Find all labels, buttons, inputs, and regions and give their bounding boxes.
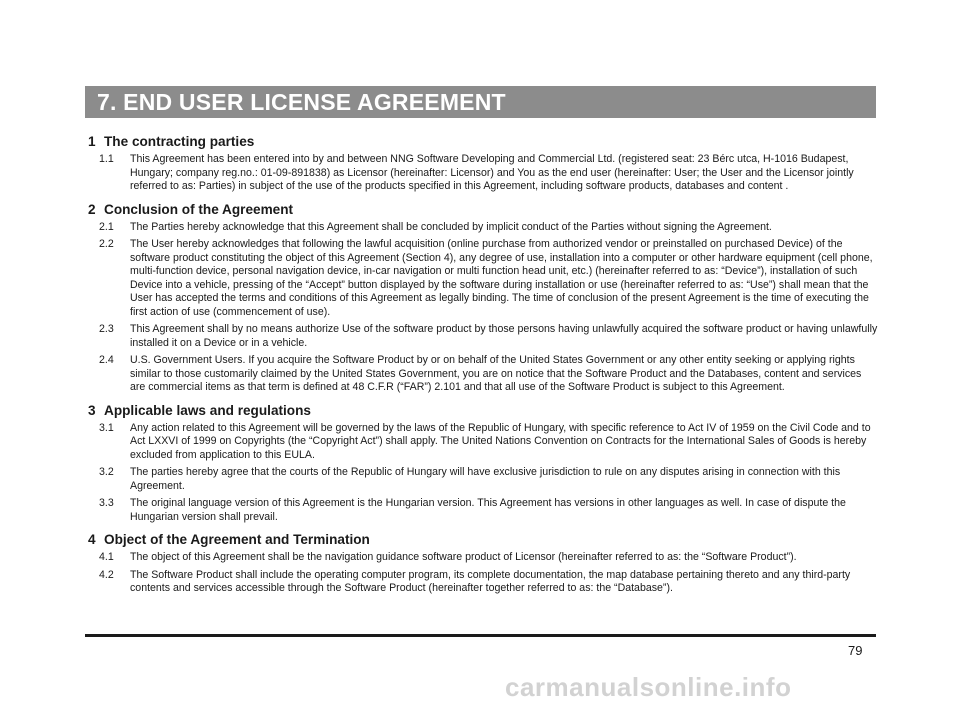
clause-text: This Agreement shall by no means authorize Use of the software product by those persons having unlawfully acquired the software product or having unlawfully installed it on a Device or in a vehicle.: [130, 323, 878, 349]
clause: [88, 422, 878, 463]
page-title: 7. END USER LICENSE AGREEMENT: [97, 88, 506, 115]
clause-number: 2.3: [99, 323, 114, 335]
clause: [88, 153, 878, 194]
watermark: carmanualsonline.info: [505, 672, 792, 702]
section-title: Object of the Agreement and Termination: [104, 532, 370, 547]
clause: [88, 466, 878, 493]
clause-text: The object of this Agreement shall be the navigation guidance software product of Licensor (hereinafter referred to as: the “Software Product”).: [130, 551, 797, 563]
clause-number: 4.1: [99, 551, 114, 563]
clause-text: This Agreement has been entered into by and between NNG Software Developing and Commercial Ltd. (registered seat: 23 Bérc utca, H-1016 Budapest, Hungary; company reg.no.: 01-09-891838) as Licensor (hereinafter: Licensor) and You as the end user (hereinafter: User; the User and the Licensor jointly referred to as: Parties) in subject of the use of the products specified in this Agreement, including software products, databases and content .: [130, 153, 854, 192]
clause-number: 2.4: [99, 354, 114, 366]
clause-text: The User hereby acknowledges that following the lawful acquisition (online purchase from authorized vendor or preinstalled on purchased Device) of the software product constituting the object of this Agreement (Section 4), any degree of use, installation into a computer or other hardware equipment (cell phone, multi-function device, personal navigation device, in-car navigation or multi function head unit, etc.) (hereinafter referred to as: “Device”), installation of such Device into a vehicle, pressing of the “Accept” button displayed by the software during installation or use (hereinafter referred to as: “Use”) shall mean that the User has accepted the terms and conditions of this Agreement as legally binding. The time of conclusion of the present Agreement is the time of executing the first action of use (commencement of use).: [130, 238, 873, 318]
clause-text: Any action related to this Agreement will be governed by the laws of the Republic of Hungary, with specific reference to Act IV of 1959 on the Civil Code and to Act LXXVI of 1999 on Copyrights (the “Copyright Act”) shall apply. The United Nations Convention on Contracts for the International Sales of Goods is hereby excluded from application to this EULA.: [130, 421, 871, 461]
clause-text: The parties hereby agree that the courts of the Republic of Hungary will have exclusive jurisdiction to rule on any disputes arising in connection with this Agreement.: [130, 466, 841, 492]
clause-number: 4.2: [99, 568, 114, 581]
title-bar: [85, 86, 876, 118]
clause-number: 3.1: [99, 421, 114, 434]
clause-number: 2.2: [99, 238, 114, 250]
clause-text: The Software Product shall include the operating computer program, its complete documentation, the map database pertaining thereto and any third-party contents and services accessible through the Software Product (hereinafter together referred to as: the “Database”).: [130, 568, 851, 594]
section-applicable-laws: [88, 403, 878, 525]
clause-number: 2.1: [99, 220, 114, 233]
footer-divider: [85, 634, 876, 637]
agreement-body: [88, 134, 878, 604]
clause: [88, 221, 878, 235]
clause-text: The original language version of this Agreement is the Hungarian version. This Agreement has versions in other languages as well. In case of dispute the Hungarian version shall prevail.: [130, 497, 846, 523]
section-number: 1: [88, 134, 96, 149]
section-number: 2: [88, 201, 96, 217]
clause: [88, 569, 878, 596]
section-object-termination: [88, 532, 878, 596]
clause-text: U.S. Government Users. If you acquire the Software Product by or on behalf of the United States Government or any other entity seeking or applying rights similar to those customarily claimed by the United States Government, you are on notice that the Software Product and the Databases, content and services are commercial items as that term is defined at 48 C.F.R (“FAR”) 2.101 and that all use of the Software Product is subject to this Agreement.: [130, 354, 862, 393]
section-number: 4: [88, 532, 96, 547]
section-title: The contracting parties: [104, 134, 255, 149]
section-heading: [88, 532, 878, 548]
section-conclusion: [88, 202, 878, 395]
clause-number: 1.1: [99, 153, 114, 165]
clause-number: 3.3: [99, 497, 114, 509]
clause: [88, 551, 878, 565]
clause: [88, 238, 878, 319]
clause-number: 3.2: [99, 466, 114, 478]
section-title: Conclusion of the Agreement: [104, 201, 294, 217]
clause: [88, 323, 878, 350]
page-number: 79: [848, 643, 863, 658]
section-heading: [88, 202, 878, 218]
section-heading: [88, 403, 878, 419]
section-number: 3: [88, 402, 96, 418]
clause: [88, 354, 878, 395]
section-heading: [88, 134, 878, 150]
clause: [88, 497, 878, 524]
section-title: Applicable laws and regulations: [104, 402, 311, 418]
section-contracting-parties: [88, 134, 878, 194]
clause-text: The Parties hereby acknowledge that this Agreement shall be concluded by implicit conduct of the Parties without signing the Agreement.: [130, 220, 772, 233]
